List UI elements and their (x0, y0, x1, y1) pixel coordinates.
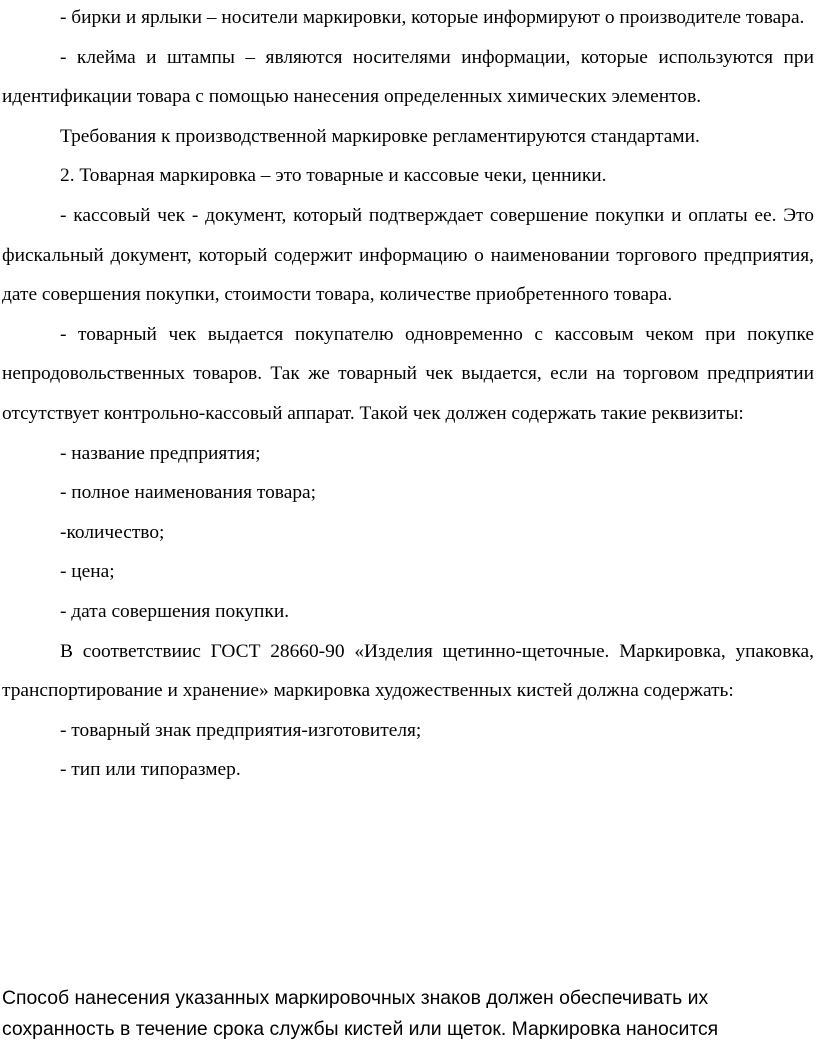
paragraph-tags-labels: - бирки и ярлыки – носители маркировки, которые информируют о производителе товара. (60, 7, 805, 28)
paragraph-gost: В соответствиис ГОСТ 28660-90 «Изделия щетинно-щеточные. Маркировка, упаковка, транспортирование и хранение» маркировка художественных кистей должна содержать: (2, 640, 814, 702)
paragraph-stamps: - клейма и штампы – являются носителями информации, которые используются при идентификации товара с помощью нанесения определенных химических элементов. (2, 46, 814, 108)
list-item: - товарный знак предприятия-изготовителя; (60, 719, 422, 741)
list-item: - цена; (60, 561, 115, 583)
paragraph-tail: Способ нанесения указанных маркировочных знаков должен обеспечивать их сохранность в течение срока службы кистей или щеток. Маркировка наносится (2, 987, 719, 1040)
list-item: - название предприятия; (60, 442, 261, 464)
list-item: - дата совершения покупки. (60, 600, 290, 622)
paragraph-cash-receipt: - кассовый чек - документ, который подтверждает совершение покупки и оплаты ее. Это фискальный документ, который содержит информацию о наименовании торгового предприятия, дате совершения покупки, стоимости товара, количестве приобретенного товара. (2, 204, 814, 306)
list-item: - полное наименования товара; (60, 482, 317, 504)
paragraph-sales-receipt: - товарный чек выдается покупателю одновременно с кассовым чеком при покупке непродовольственных товаров. Так же товарный чек выдается, если на торговом предприятии отсутствует контрольно-кассовый аппарат. Такой чек должен содержать такие реквизиты: (2, 323, 814, 424)
list-item: - тип или типоразмер. (60, 759, 241, 781)
paragraph-trade-marking: 2. Товарная маркировка – это товарные и кассовые чеки, ценники. (60, 165, 607, 187)
list-item: -количество; (60, 521, 165, 543)
paragraph-requirements: Требования к производственной маркировке регламентируются стандартами. (60, 125, 700, 147)
